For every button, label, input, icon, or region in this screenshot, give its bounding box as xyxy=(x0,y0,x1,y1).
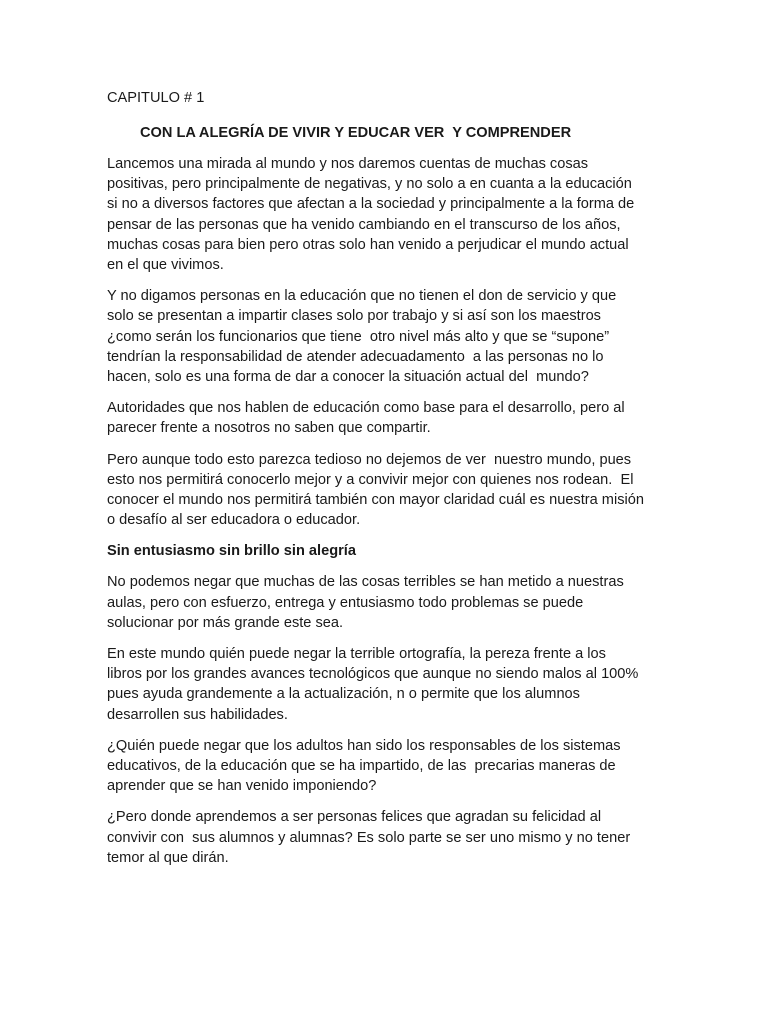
text-line: pensar de las personas que ha venido cambiando en el transcurso de los años, xyxy=(107,216,621,233)
paragraph-7 xyxy=(107,736,667,797)
document-page xyxy=(107,88,667,879)
text-line: En este mundo quién puede negar la terrible ortografía, la pereza frente a los xyxy=(107,646,606,663)
text-line: desarrollen sus habilidades. xyxy=(107,706,288,723)
paragraph-2 xyxy=(107,286,667,387)
text-line: o desafío al ser educadora o educador. xyxy=(107,512,361,529)
document-title: CON LA ALEGRÍA DE VIVIR Y EDUCAR VER Y COMPRENDER xyxy=(140,125,572,141)
text-line: aprender que se han venido imponiendo? xyxy=(107,778,377,795)
text-line: positivas, pero principalmente de negativas, y no solo a en cuanta a la educación xyxy=(107,176,632,193)
section-2 xyxy=(107,572,667,868)
text-line: esto nos permitirá conocerlo mejor y a convivir mejor con quienes nos rodean. El xyxy=(107,471,634,488)
paragraph-6 xyxy=(107,644,667,725)
text-line: educativos, de la educación que se ha impartido, de las precarias maneras de xyxy=(107,758,616,775)
text-line: solucionar por más grande este sea. xyxy=(107,614,344,631)
text-line: Autoridades que nos hablen de educación como base para el desarrollo, pero al xyxy=(107,400,625,417)
text-line: Lancemos una mirada al mundo y nos daremos cuentas de muchas cosas xyxy=(107,156,589,172)
section-subheading: Sin entusiasmo sin brillo sin alegría xyxy=(107,543,356,560)
text-line: si no a diversos factores que afectan a la sociedad y principalmente a la forma de xyxy=(107,196,635,213)
text-line: hacen, solo es una forma de dar a conocer la situación actual del mundo? xyxy=(107,369,589,386)
paragraph-1 xyxy=(107,154,667,275)
paragraph-5 xyxy=(107,572,667,633)
text-line: ¿Pero donde aprendemos a ser personas felices que agradan su felicidad al xyxy=(107,809,602,826)
text-line: muchas cosas para bien pero otras solo han venido a perjudicar el mundo actual xyxy=(107,236,629,253)
text-line: ¿Quién puede negar que los adultos han sido los responsables de los sistemas xyxy=(107,737,621,754)
text-line: Pero aunque todo esto parezca tedioso no dejemos de ver nuestro mundo, pues xyxy=(107,451,632,468)
text-line: tendrían la responsabilidad de atender adecuadamento a las personas no lo xyxy=(107,348,604,365)
text-line: pues ayuda grandemente a la actualización, n o permite que los alumnos xyxy=(107,686,580,703)
chapter-heading: CAPITULO # 1 xyxy=(107,90,205,106)
text-line: aulas, pero con esfuerzo, entrega y entusiasmo todo problemas se puede xyxy=(107,594,584,611)
text-line: temor al que dirán. xyxy=(107,849,229,866)
text-line: Y no digamos personas en la educación que no tienen el don de servicio y que xyxy=(107,288,617,305)
paragraph-8 xyxy=(107,807,667,868)
text-line: en el que vivimos. xyxy=(107,257,224,274)
text-line: libros por los grandes avances tecnológicos que aunque no siendo malos al 100% xyxy=(107,666,639,683)
text-line: parecer frente a nosotros no saben que compartir. xyxy=(107,420,431,437)
text-line: convivir con sus alumnos y alumnas? Es solo parte se ser uno mismo y no tener xyxy=(107,829,631,846)
text-line: ¿como serán los funcionarios que tiene otro nivel más alto y que se “supone” xyxy=(107,328,610,345)
text-line: No podemos negar que muchas de las cosas terribles se han metido a nuestras xyxy=(107,574,624,591)
paragraph-3 xyxy=(107,398,667,438)
section-1 xyxy=(107,154,667,530)
text-line: solo se presentan a impartir clases solo por trabajo y si así son los maestros xyxy=(107,308,601,325)
paragraph-4 xyxy=(107,450,667,531)
text-line: conocer el mundo nos permitirá también con mayor claridad cuál es nuestra misión xyxy=(107,492,644,509)
